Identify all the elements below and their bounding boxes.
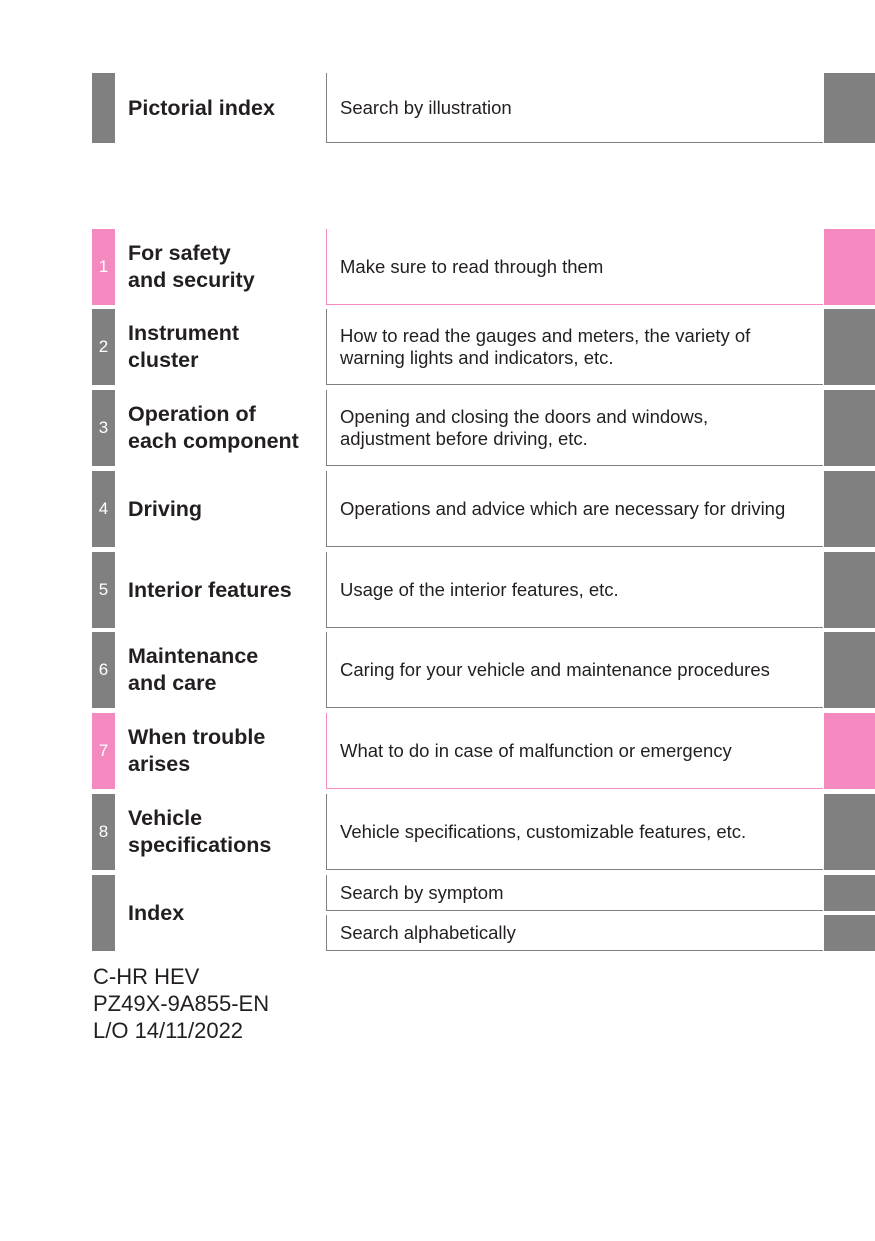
section-title: For safety and security [128,241,255,292]
option-text: Search by symptom [340,881,504,903]
section-number: 3 [92,390,115,466]
section-number: 8 [92,794,115,870]
section-title: Driving [128,496,203,521]
model-info [93,963,269,1044]
section-row-8[interactable] [0,794,875,870]
index-row [0,875,875,951]
section-title: Maintenance and care [128,644,259,695]
section-number: 2 [92,309,115,385]
section-description[interactable]: How to read the gauges and meters, the variety of warning lights and indicators, etc. [326,309,823,385]
section-title: Operation of each component [128,402,299,453]
section-description[interactable]: Opening and closing the doors and windows, adjustment before driving, etc. [326,390,823,466]
section-number: 1 [92,229,115,305]
section-description[interactable]: Operations and advice which are necessary for driving [326,471,823,547]
section-number: 5 [92,552,115,628]
section-number: 7 [92,713,115,789]
search-alphabetically-link[interactable] [326,915,823,951]
section-title: Interior features [128,577,292,602]
part-number: PZ49X-9A855-EN [93,991,270,1016]
section-row-1[interactable] [0,229,875,305]
thumb-tab[interactable] [824,915,875,951]
thumb-tab[interactable] [824,229,875,305]
section-description[interactable]: Caring for your vehicle and maintenance procedures [326,632,823,708]
thumb-tab[interactable] [824,632,875,708]
section-marker [92,875,115,951]
section-description[interactable]: What to do in case of malfunction or emergency [326,713,823,789]
section-number: 4 [92,471,115,547]
section-marker [92,73,115,143]
thumb-tab[interactable] [824,390,875,466]
layout-date: L/O 14/11/2022 [93,1018,244,1043]
pictorial-index-row[interactable] [0,73,875,143]
section-row-2[interactable] [0,309,875,385]
model-name: C-HR HEV [93,964,200,989]
section-row-3[interactable] [0,390,875,466]
section-description[interactable]: Make sure to read through them [326,229,823,305]
index-title: Index [128,900,185,925]
section-title: Vehicle specifications [128,806,272,857]
thumb-tab[interactable] [824,471,875,547]
thumb-tab[interactable] [824,73,875,143]
section-row-5[interactable] [0,552,875,628]
thumb-tab[interactable] [824,794,875,870]
thumb-tab[interactable] [824,875,875,911]
section-number: 6 [92,632,115,708]
section-description[interactable]: Usage of the interior features, etc. [326,552,823,628]
pictorial-index-title: Pictorial index [128,95,275,120]
section-row-7[interactable] [0,713,875,789]
section-title: When trouble arises [128,725,266,776]
thumb-tab[interactable] [824,713,875,789]
thumb-tab[interactable] [824,309,875,385]
option-text: Search alphabetically [340,921,516,943]
thumb-tab[interactable] [824,552,875,628]
section-title: Instrument cluster [128,321,240,372]
description-text: Search by illustration [340,96,512,118]
pictorial-index-description[interactable] [326,73,823,143]
section-description[interactable]: Vehicle specifications, customizable features, etc. [326,794,823,870]
section-row-4[interactable] [0,471,875,547]
search-by-symptom-link[interactable] [326,875,823,911]
section-row-6[interactable] [0,632,875,708]
